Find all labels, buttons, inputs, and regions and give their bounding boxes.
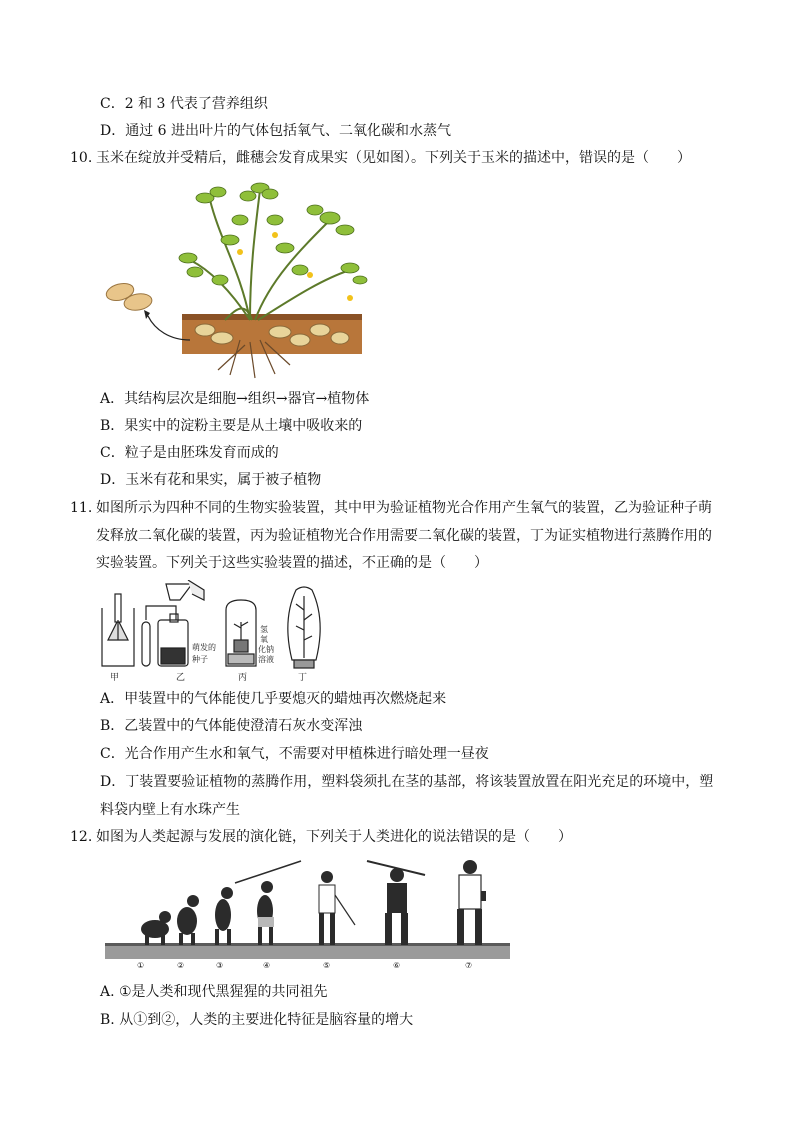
label-naoh-2: 氧 xyxy=(260,635,268,644)
label-seeds-2: 种子 xyxy=(192,655,208,664)
q9-option-c: C．2 和 3 代表了营养组织 xyxy=(100,96,268,112)
q11-option-d-line2: 料袋内壁上有水珠产生 xyxy=(100,802,240,818)
peanut-plant-figure xyxy=(100,180,370,380)
apparatus-jia xyxy=(102,594,134,666)
figure-7 xyxy=(457,860,486,945)
apparatus-bing xyxy=(226,600,256,666)
q10-option-a: A．其结构层次是细胞→组织→器官→植物体 xyxy=(100,391,370,407)
label-naoh-1: 氢 xyxy=(260,625,268,634)
figure-6 xyxy=(367,861,425,945)
spear xyxy=(235,861,301,883)
figure-5 xyxy=(319,871,355,945)
label-2: ② xyxy=(177,961,185,970)
experiment-apparatus-figure xyxy=(100,580,335,685)
q12-option-a: A. ①是人类和现代黑猩猩的共同祖先 xyxy=(100,984,328,1000)
label-jia: 甲 xyxy=(110,673,120,683)
q11-option-c: C．光合作用产生水和氧气，不需要对甲植株进行暗处理一昼夜 xyxy=(100,746,489,762)
q10-option-d: D．玉米有花和果实，属于被子植物 xyxy=(100,472,322,488)
human-evolution-figure xyxy=(105,855,510,973)
apparatus-yi xyxy=(142,580,204,666)
q9-option-d: D．通过 6 进出叶片的气体包括氧气、二氧化碳和水蒸气 xyxy=(100,123,452,139)
label-3: ③ xyxy=(216,961,224,970)
q10-option-c: C．粒子是由胚珠发育而成的 xyxy=(100,445,279,461)
figure-number-labels xyxy=(137,961,472,970)
ground-strip xyxy=(105,945,510,959)
label-1: ① xyxy=(137,961,145,970)
label-bing: 丙 xyxy=(238,673,248,683)
q12-number: 12. xyxy=(70,829,93,845)
q10-stem: 玉米在绽放并受精后，雌穗会发育成果实（见如图）。下列关于玉米的描述中，错误的是（ ） xyxy=(96,150,691,166)
q11-option-a: A．甲装置中的气体能使几乎要熄灭的蜡烛再次燃烧起来 xyxy=(100,691,447,707)
figures xyxy=(141,881,274,945)
q11-number: 11. xyxy=(70,500,93,516)
label-7: ⑦ xyxy=(465,961,473,970)
q12-option-b: B. 从①到②，人类的主要进化特征是脑容量的增大 xyxy=(100,1012,414,1028)
stems xyxy=(190,190,350,320)
label-naoh-3: 化钠 xyxy=(258,645,274,654)
q10-option-b: B．果实中的淀粉主要是从土壤中吸收来的 xyxy=(100,418,363,434)
label-4: ④ xyxy=(263,961,271,970)
loose-peanuts xyxy=(104,281,153,313)
label-naoh-4: 溶液 xyxy=(258,655,274,664)
q11-option-b: B．乙装置中的气体能使澄清石灰水变浑浊 xyxy=(100,718,363,734)
label-seeds-1: 萌发的 xyxy=(192,643,216,652)
label-6: ⑥ xyxy=(393,961,401,970)
q11-stem-line3: 实验装置。下列关于这些实验装置的描述，不正确的是（ ） xyxy=(96,555,488,571)
q11-stem-line2: 发释放二氧化碳的装置，丙为验证植物光合作用需要二氧化碳的装置，丁为证实植物进行蒸腾作用的 xyxy=(96,528,712,544)
q12-stem: 如图为人类起源与发展的演化链，下列关于人类进化的说法错误的是（ ） xyxy=(96,829,572,845)
q11-stem-line1: 如图所示为四种不同的生物实验装置，其中甲为验证植物光合作用产生氧气的装置，乙为验证种子萌 xyxy=(96,500,712,516)
label-ding: 丁 xyxy=(298,673,308,683)
q10-number: 10. xyxy=(70,150,93,166)
label-yi: 乙 xyxy=(176,673,186,683)
q11-option-d-line1: D．丁装置要验证植物的蒸腾作用，塑料袋须扎在茎的基部，将该装置放置在阳光充足的环境中，塑 xyxy=(100,774,714,790)
label-5: ⑤ xyxy=(323,961,331,970)
apparatus-ding xyxy=(288,587,320,668)
